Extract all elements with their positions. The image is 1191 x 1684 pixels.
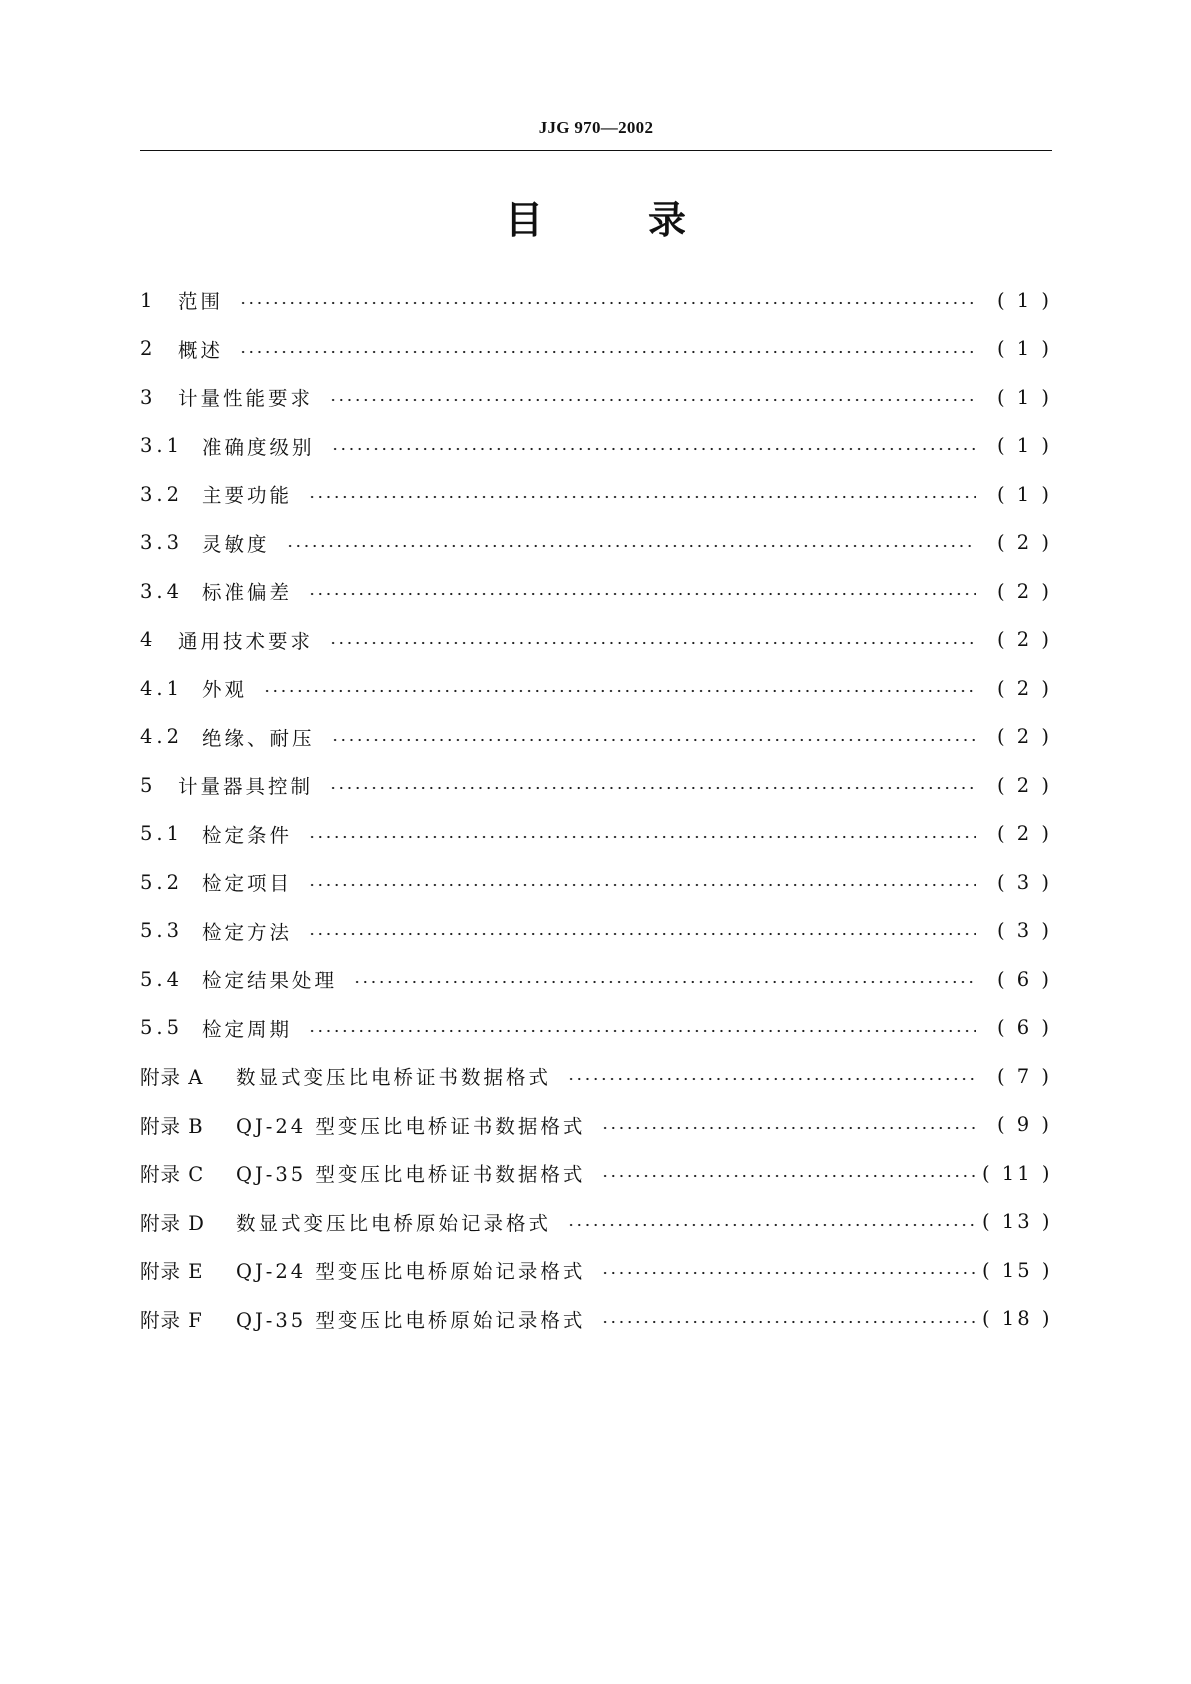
toc-entry-number: 3.2: [140, 482, 184, 506]
toc-entry-number: 5: [140, 773, 157, 797]
dot-leader: [331, 738, 976, 742]
toc-title-second-char: 录: [648, 198, 687, 242]
dot-leader: [331, 447, 976, 451]
toc-entry[interactable]: [140, 325, 1052, 374]
toc-entry-number: 附录 F: [140, 1308, 203, 1332]
toc-entry-page: ( 2 ): [996, 725, 1052, 749]
toc-entry-title: 绝缘、耐压: [202, 726, 315, 750]
toc-entry-page: ( 6 ): [996, 1016, 1052, 1040]
toc-entry-number: 5.1: [140, 822, 184, 846]
toc-entry-page: ( 2 ): [996, 676, 1052, 700]
toc-entry[interactable]: [140, 1052, 1052, 1101]
toc-entry-page: ( 11 ): [982, 1161, 1053, 1185]
toc-entry-title: QJ-24 型变压比电桥原始记录格式: [236, 1260, 586, 1284]
toc-entry-number: 5.3: [140, 919, 184, 943]
toc-entry-number: 3.3: [140, 531, 184, 555]
toc-entry-number: 4.2: [140, 725, 184, 749]
page-header-standard-number: JJG 970—2002: [538, 118, 654, 137]
toc-entry[interactable]: [140, 907, 1052, 956]
toc-entry[interactable]: [140, 1295, 1052, 1344]
toc-entry-title: 数显式变压比电桥证书数据格式: [236, 1066, 552, 1090]
dot-leader: [601, 1271, 976, 1275]
toc-entry[interactable]: [140, 955, 1052, 1004]
toc-entry-page: ( 2 ): [996, 822, 1052, 846]
toc-title: [0, 195, 1191, 245]
toc-entry-page: ( 1 ): [996, 337, 1052, 361]
toc-entry-title: 检定周期: [202, 1017, 293, 1041]
toc-entry-page: ( 2 ): [996, 531, 1052, 555]
toc-entry-title: 概述: [178, 338, 224, 362]
toc-entry-number: 附录 A: [140, 1066, 204, 1090]
dot-leader: [308, 835, 976, 839]
dot-leader: [601, 1126, 976, 1130]
toc-entry-number: 3.1: [140, 434, 184, 458]
toc-entry-number: 3: [140, 385, 157, 409]
dot-leader: [601, 1320, 976, 1324]
toc-entry-title: 检定条件: [202, 823, 293, 847]
dot-leader: [308, 592, 976, 596]
toc-entry[interactable]: [140, 1198, 1052, 1247]
toc-entry-page: ( 1 ): [996, 385, 1052, 409]
dot-leader: [601, 1174, 976, 1178]
toc-entry-title: 计量性能要求: [178, 387, 314, 411]
dot-leader: [308, 1029, 976, 1033]
dot-leader: [567, 1077, 976, 1081]
toc-entry-number: 4: [140, 628, 157, 652]
toc-entry[interactable]: [140, 1246, 1052, 1295]
toc-entry[interactable]: [140, 713, 1052, 762]
toc-entry-page: ( 3 ): [996, 919, 1052, 943]
toc-entry-title: 准确度级别: [202, 435, 315, 459]
toc-entry-title: QJ-35 型变压比电桥证书数据格式: [236, 1163, 586, 1187]
toc-entry-page: ( 15 ): [982, 1258, 1053, 1282]
toc-entry[interactable]: [140, 1101, 1052, 1150]
toc-entry-number: 5.2: [140, 870, 184, 894]
dot-leader: [239, 350, 976, 354]
dot-leader: [308, 495, 976, 499]
toc-entry-number: 附录 E: [140, 1260, 204, 1284]
toc-entry-number: 1: [140, 288, 157, 312]
toc-entry[interactable]: [140, 276, 1052, 325]
dot-leader: [329, 786, 976, 790]
dot-leader: [308, 932, 976, 936]
toc-entry-title: QJ-35 型变压比电桥原始记录格式: [236, 1308, 586, 1332]
toc-entry-title: 检定方法: [202, 920, 293, 944]
toc-entry[interactable]: [140, 616, 1052, 665]
toc-entry-number: 3.4: [140, 579, 184, 603]
toc-entry-number: 5.4: [140, 967, 184, 991]
toc-entry[interactable]: [140, 567, 1052, 616]
toc-entry-page: ( 3 ): [996, 870, 1052, 894]
toc-entry[interactable]: [140, 1149, 1052, 1198]
toc-entry-number: 5.5: [140, 1016, 184, 1040]
toc-entry[interactable]: [140, 761, 1052, 810]
dot-leader: [308, 883, 976, 887]
toc-entry-number: 附录 D: [140, 1211, 205, 1235]
toc-entry-title: 外观: [202, 678, 248, 702]
toc-entry[interactable]: [140, 519, 1052, 568]
toc-entry[interactable]: [140, 373, 1052, 422]
toc-entry-page: ( 1 ): [996, 288, 1052, 312]
dot-leader: [329, 398, 976, 402]
toc-entry-page: ( 1 ): [996, 482, 1052, 506]
table-of-contents: [140, 276, 1052, 1343]
toc-entry-title: 检定结果处理: [202, 969, 338, 993]
toc-entry-title: 灵敏度: [202, 532, 270, 556]
toc-entry-page: ( 2 ): [996, 628, 1052, 652]
toc-entry-page: ( 1 ): [996, 434, 1052, 458]
dot-leader: [239, 301, 976, 305]
toc-entry-title: 主要功能: [202, 484, 293, 508]
toc-entry-title: 计量器具控制: [178, 775, 314, 799]
toc-entry-page: ( 18 ): [982, 1307, 1053, 1331]
dot-leader: [567, 1223, 976, 1227]
toc-entry-number: 2: [140, 337, 157, 361]
dot-leader: [263, 689, 976, 693]
toc-title-first-char: 目: [504, 198, 543, 242]
toc-entry[interactable]: [140, 664, 1052, 713]
toc-entry-page: ( 2 ): [996, 579, 1052, 603]
dot-leader: [329, 641, 976, 645]
toc-entry-number: 4.1: [140, 676, 184, 700]
toc-entry-title: 范围: [178, 290, 224, 314]
dot-leader: [353, 980, 976, 984]
toc-entry-title: 数显式变压比电桥原始记录格式: [236, 1211, 552, 1235]
toc-entry-page: ( 7 ): [996, 1064, 1052, 1088]
header-divider: [140, 150, 1052, 151]
dot-leader: [286, 544, 976, 548]
toc-entry-page: ( 2 ): [996, 773, 1052, 797]
toc-entry-page: ( 13 ): [982, 1210, 1053, 1234]
toc-entry-title: QJ-24 型变压比电桥证书数据格式: [236, 1114, 586, 1138]
toc-entry-number: 附录 B: [140, 1114, 204, 1138]
toc-entry-page: ( 9 ): [996, 1113, 1052, 1137]
toc-entry-title: 标准偏差: [202, 581, 293, 605]
toc-entry[interactable]: [140, 1004, 1052, 1053]
toc-entry-page: ( 6 ): [996, 967, 1052, 991]
toc-entry-number: 附录 C: [140, 1163, 205, 1187]
toc-entry[interactable]: [140, 858, 1052, 907]
toc-entry-title: 通用技术要求: [178, 629, 314, 653]
toc-entry-title: 检定项目: [202, 872, 293, 896]
toc-entry[interactable]: [140, 470, 1052, 519]
toc-entry[interactable]: [140, 810, 1052, 859]
toc-entry[interactable]: [140, 422, 1052, 471]
